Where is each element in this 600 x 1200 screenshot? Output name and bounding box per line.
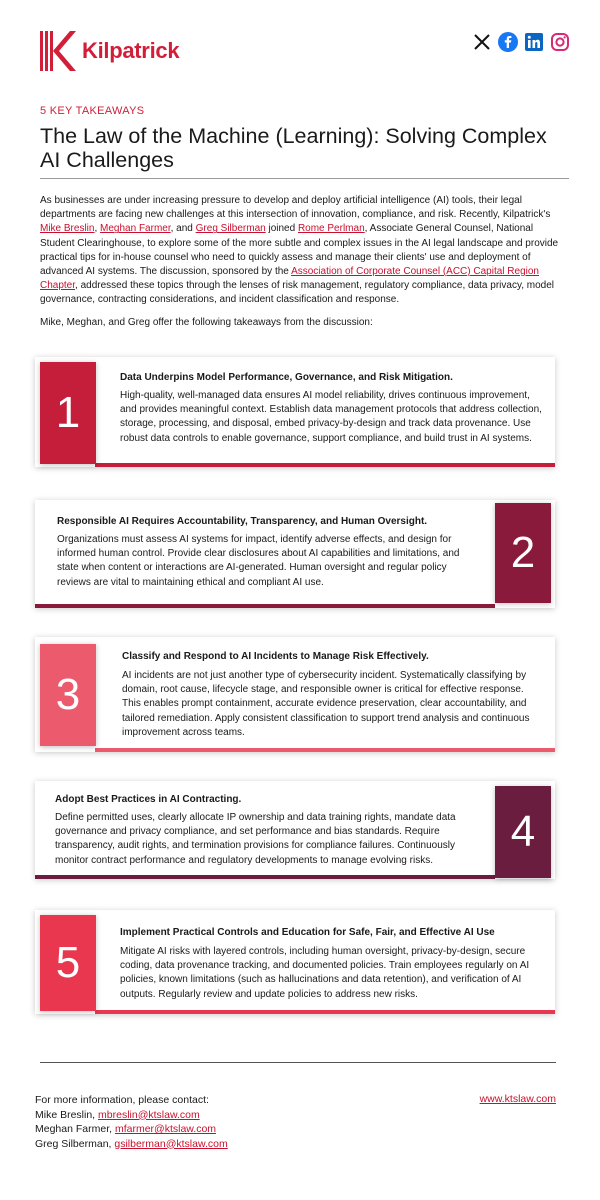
takeaway-body-3: AI incidents are not just another type of cybersecurity incident. Systematically classifying by domain, root cause, lifecycle stage, and responsible owner is critical for effective response. This enables prompt containment, accurate evidence preservation, clear accountability, and tailored remediation. Apply consistent classification to support trend analysis and continuous improvement across teams. [122,670,530,738]
card-accent-bar [95,1010,555,1014]
eyebrow-label: 5 KEY TAKEAWAYS [40,105,145,117]
page-title: The Law of the Machine (Learning): Solving Complex AI Challenges [40,124,547,172]
takeaway-title-3: Classify and Respond to AI Incidents to Manage Risk Effectively. [122,651,429,662]
email-link[interactable]: mfarmer@ktslaw.com [114,1123,217,1135]
contact-name: Mike Breslin, [35,1108,99,1121]
intro-sep-1: , [94,223,101,235]
email-link[interactable]: mbreslin@ktslaw.com [98,1108,200,1121]
takeaway-number-4: 4 [495,786,551,878]
contact-block [35,1093,228,1151]
title-divider [40,178,569,179]
intro-text-1: As businesses are under increasing pressure to develop and deploy artificial intelligence (AI) tools, their legal departments are facing new challenges at this intersection of innovation, compliance, and risk. Recently, Kilpatrick's [40,195,551,221]
contact-line [35,1137,228,1152]
website-link[interactable]: www.ktslaw.com [479,1093,556,1105]
takeaway-body-2: Organizations must assess AI systems for impact, identify adverse effects, and design for informed human control. Provide clear disclosures about AI capabilities and limitations, and state when content or interactions are AI-generated. Human oversight and regular policy reviews are vital to maintaining ethical and compliant AI use. [57,534,460,588]
card-accent-bar [95,463,555,467]
intro-text-3: , addressed these topics through the lenses of risk management, regulatory compliance, data privacy, model governance, contracting considerations, and incident classification and response. [40,280,554,306]
k-monogram-icon [40,31,78,71]
takeaway-title-5: Implement Practical Controls and Education for Safe, Fair, and Effective AI Use [120,927,495,938]
takeaway-title-1: Data Underpins Model Performance, Governance, and Risk Mitigation. [120,372,453,383]
takeaway-number-3: 3 [40,644,96,746]
intro-paragraph [40,194,562,308]
card-accent-bar [95,748,555,752]
link-meghan-farmer[interactable]: Meghan Farmer [100,223,171,235]
link-greg-silberman[interactable]: Greg Silberman [195,223,266,235]
footer-divider [40,1062,556,1063]
takeaway-number-2: 2 [495,503,551,603]
takeaway-title-4: Adopt Best Practices in AI Contracting. [55,794,242,805]
link-acc-capital-region[interactable]: Association of Corporate Counsel (ACC) Capital Region Chapter [40,266,539,292]
link-rome-perlman[interactable]: Rome Perlman [297,223,365,235]
link-mike-breslin[interactable]: Mike Breslin [40,223,95,235]
card-accent-bar [35,604,495,608]
intro-sep-2: , and [170,223,196,235]
takeaway-number-1: 1 [40,362,96,464]
page-header [0,0,600,90]
takeaway-title-2: Responsible AI Requires Accountability, Transparency, and Human Oversight. [57,516,428,527]
takeaway-body-5: Mitigate AI risks with layered controls, including human oversight, privacy-by-design, secure coding, data provenance tracking, and documented policies. Train employees regularly on AI policies, known limitations (such as hallucinations and data retention), and verification of AI outputs. Regularly review and update policies to address new risks. [120,946,530,1000]
card-accent-bar [35,875,495,879]
contact-line [35,1122,228,1137]
takeaway-body-1: High-quality, well-managed data ensures AI model reliability, drives continuous improvement, and provides meaningful context. Establish data management protocols that address collection, storage, processing, and disposal, embed privacy-by-design and track data provenance. Use robust data controls to enable governance, support compliance, and build trust in AI systems. [120,390,542,444]
takeaway-number-5: 5 [40,915,96,1011]
brand-name: Kilpatrick [82,38,180,63]
contact-name: Meghan Farmer, [35,1123,115,1135]
contact-line [35,1108,228,1123]
linkedin-icon[interactable] [524,32,544,52]
kilpatrick-logo[interactable] [40,31,179,71]
takeaway-body-4: Define permitted uses, clearly allocate IP ownership and data training rights, mandate data governance and privacy compliance, and set performance and bias standards. Require transparency, audit rights, and termination provisions for compliance failures. Continuously monitor contract performance and regulatory developments to manage evolving risks. [55,812,456,866]
contact-name: Greg Silberman, [35,1137,115,1150]
intro-text-2: , Associate General Counsel, National Student Clearinghouse, to explore some of the more subtle and complex issues in the AI legal landscape and provide practical tips for in-house counsel who need to quickly assess and manage their clients' use and deployment of advanced AI systems. The discussion, sponsored by the [40,223,559,278]
social-links [472,32,570,52]
intro-sep-3: joined [265,223,298,235]
takeaways-lead: Mike, Meghan, and Greg offer the following takeaways from the discussion: [40,317,373,328]
instagram-icon[interactable] [550,32,570,52]
facebook-icon[interactable] [498,32,518,52]
x-icon[interactable] [472,32,492,52]
contact-heading: For more information, please contact: [35,1094,209,1106]
email-link[interactable]: gsilberman@ktslaw.com [114,1137,228,1150]
